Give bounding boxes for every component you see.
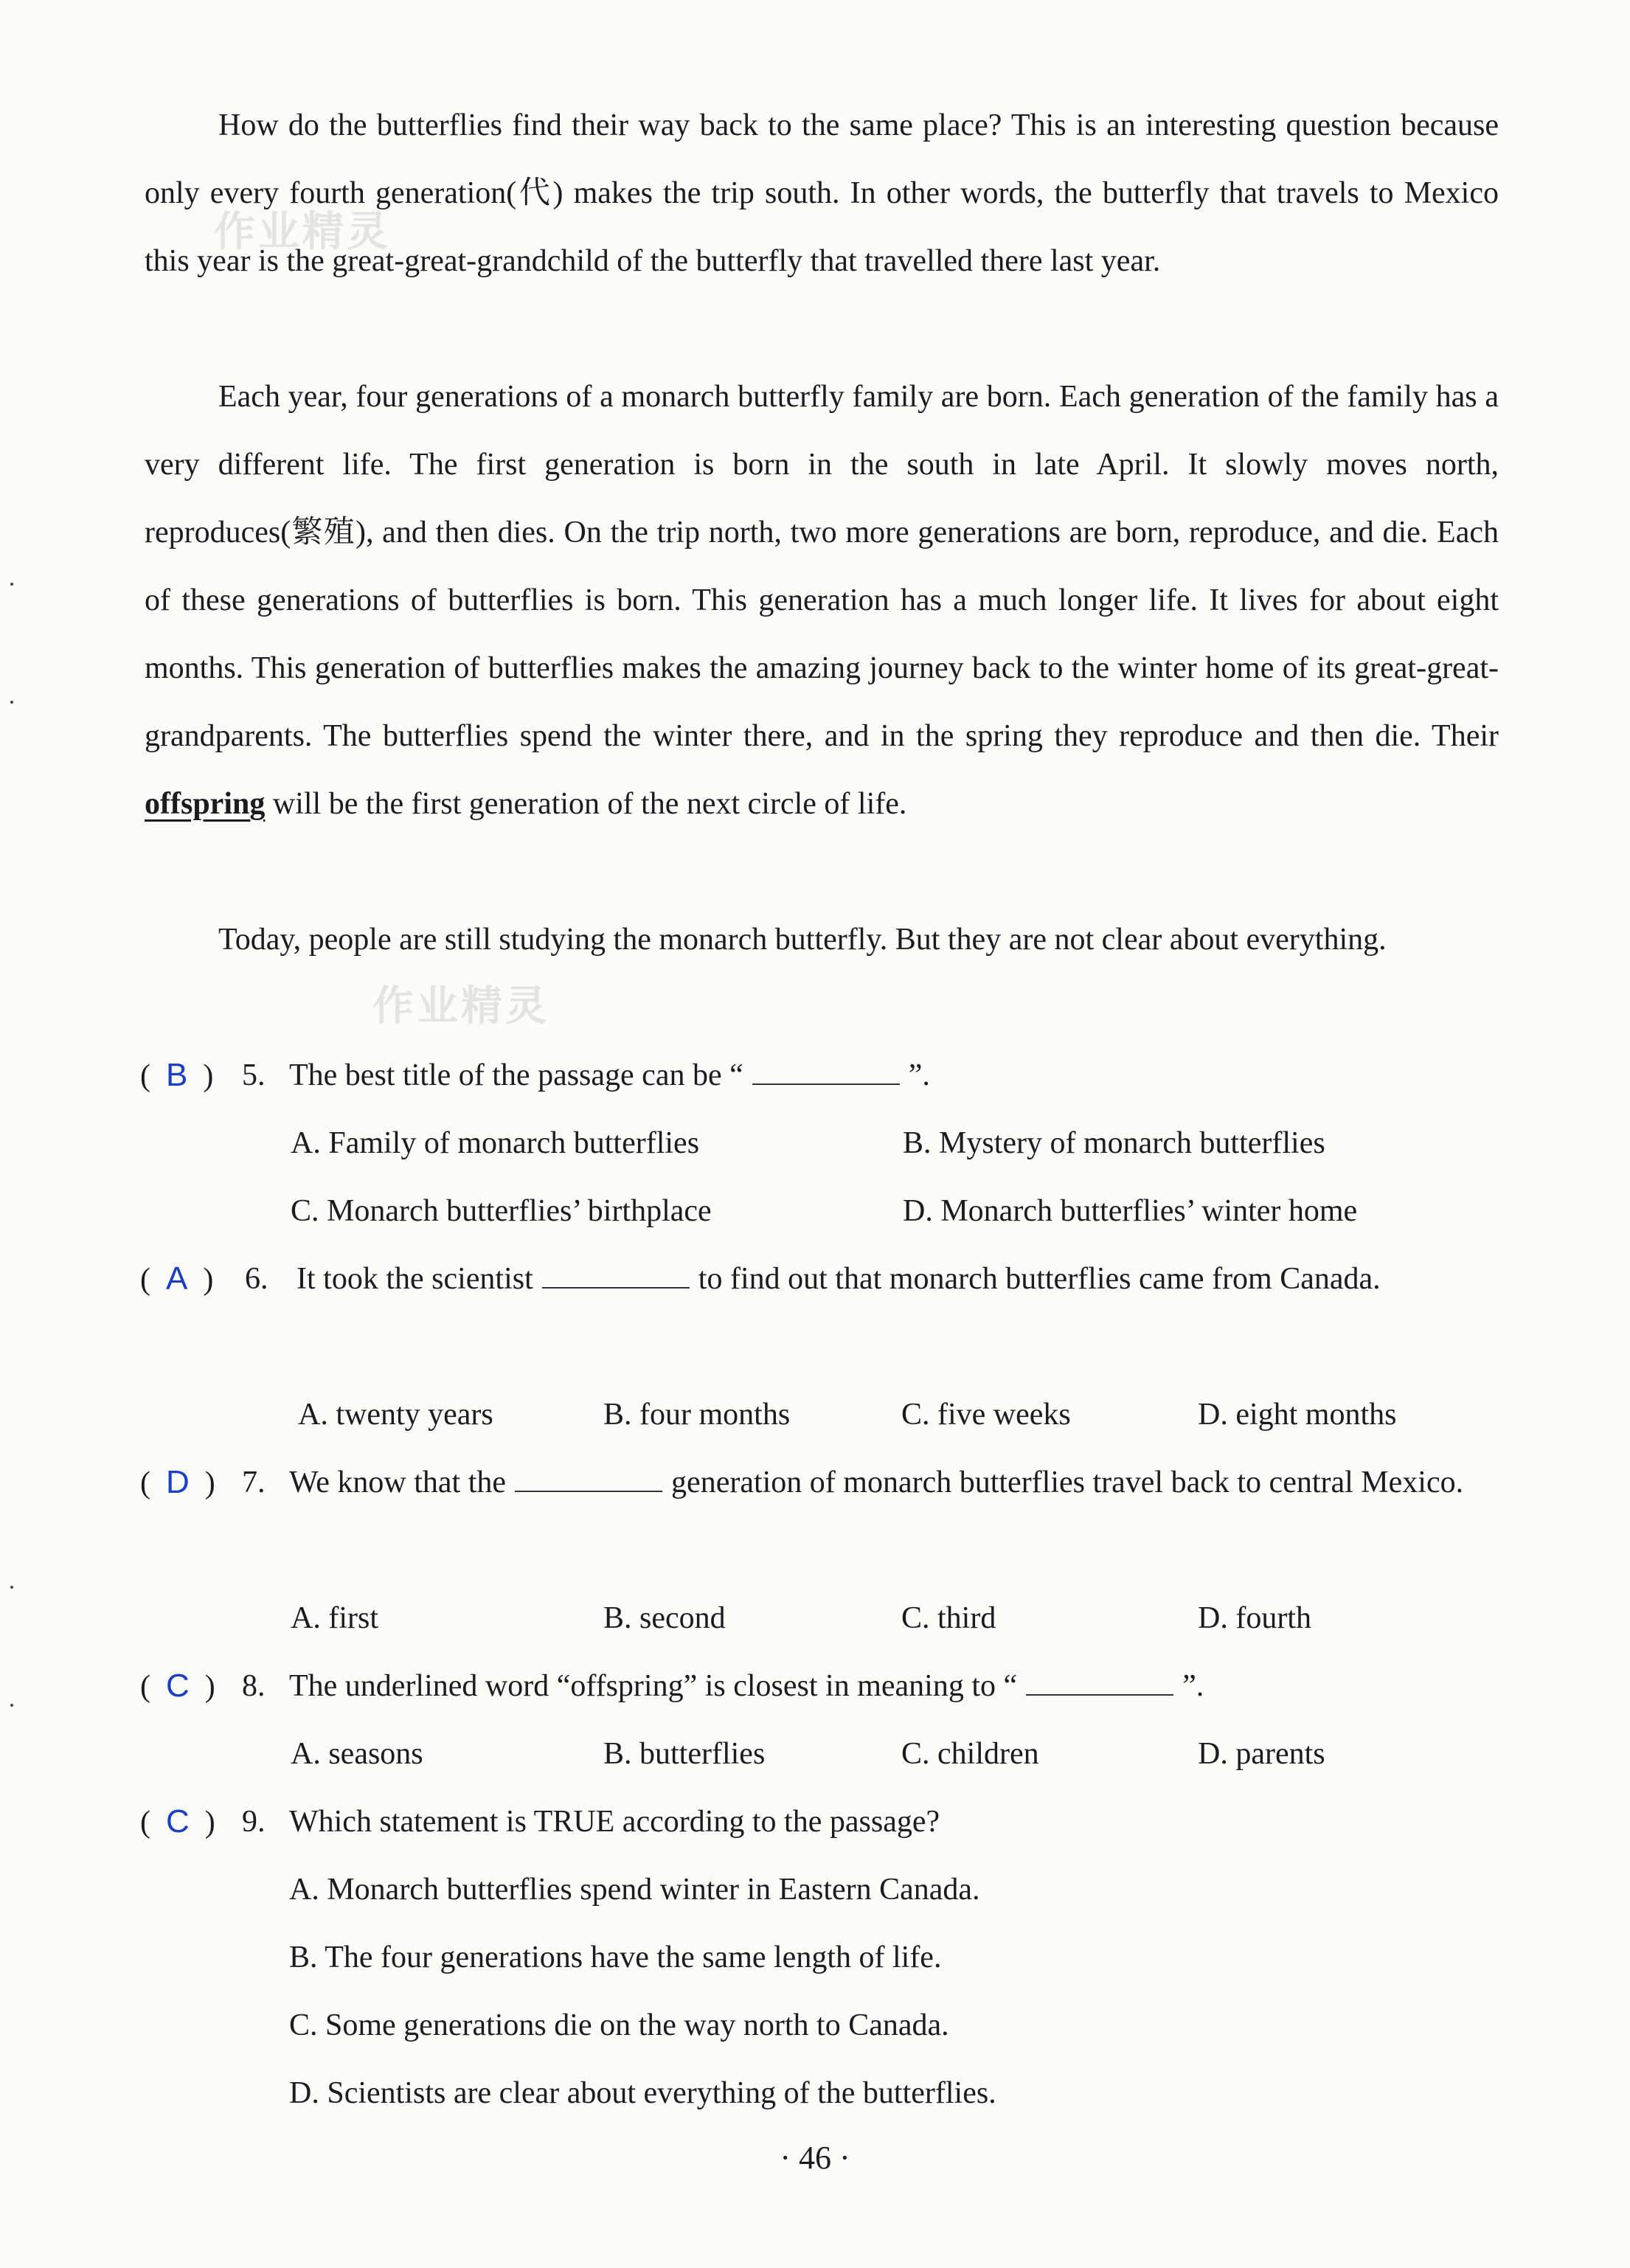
- stem-text-end: ”.: [908, 1058, 930, 1092]
- margin-speck: [10, 701, 13, 704]
- answer-value[interactable]: C: [166, 1668, 190, 1704]
- answer-value[interactable]: B: [166, 1057, 188, 1093]
- option-d[interactable]: D. Scientists are clear about everything of the butterflies.: [289, 2076, 996, 2110]
- answer-bracket: ( C ): [140, 1803, 215, 1839]
- question-number: 5.: [242, 1058, 266, 1092]
- option-a[interactable]: A. Monarch butterflies spend winter in Eastern Canada.: [289, 1873, 980, 1907]
- option-c[interactable]: C. children: [901, 1737, 1039, 1771]
- margin-speck: [10, 1704, 13, 1707]
- stem-text-end: to find out that monarch butterflies came from Canada.: [698, 1262, 1381, 1296]
- option-d[interactable]: D. fourth: [1198, 1601, 1311, 1635]
- paragraph-2-text: Each year, four generations of a monarch butterfly family are born. Each generation of the family has a very different life. The first generation is born in the south in late April. It slowly moves north, reproduces(繁殖), and then dies. On the trip north, two more generations are born, reproduce, and die. Each of these generations of butterflies is born. This generation has a much longer life. It lives for about eight months. This generation of butterflies makes the amazing journey back to the winter home of its great-great-grandparents. The butterflies spend the winter there, and in the spring they reproduce and then die. Their: [145, 380, 1499, 753]
- question-number: 7.: [242, 1466, 266, 1499]
- answer-bracket: ( B ): [140, 1057, 214, 1093]
- margin-speck: [10, 1586, 13, 1589]
- question-stem: [289, 1652, 1502, 1720]
- stem-text: We know that the: [289, 1466, 507, 1499]
- option-d[interactable]: D. parents: [1198, 1737, 1325, 1771]
- answer-blank[interactable]: [1026, 1669, 1173, 1696]
- answer-bracket: ( A ): [140, 1260, 214, 1297]
- stem-text: The best title of the passage can be “: [289, 1058, 743, 1092]
- question-number: 8.: [242, 1669, 266, 1703]
- paragraph-2: [145, 363, 1499, 838]
- answer-bracket: ( D ): [140, 1464, 215, 1500]
- option-d[interactable]: D. eight months: [1198, 1398, 1397, 1432]
- answer-blank[interactable]: [752, 1058, 900, 1085]
- margin-speck: [10, 583, 13, 586]
- stem-text-end: generation of monarch butterflies travel back to central Mexico.: [671, 1466, 1464, 1499]
- option-c[interactable]: C. Some generations die on the way north to Canada.: [289, 2008, 949, 2042]
- option-c[interactable]: C. third: [901, 1601, 996, 1635]
- answer-blank[interactable]: [542, 1262, 690, 1289]
- option-c[interactable]: C. Monarch butterflies’ birthplace: [291, 1194, 712, 1228]
- option-a[interactable]: A. Family of monarch butterflies: [291, 1126, 700, 1160]
- stem-text: It took the scientist: [296, 1262, 533, 1296]
- option-c[interactable]: C. five weeks: [901, 1398, 1071, 1432]
- question-stem: [289, 1041, 1502, 1109]
- answer-blank[interactable]: [515, 1466, 662, 1492]
- answer-value[interactable]: D: [166, 1464, 190, 1500]
- question-stem: [289, 1449, 1502, 1516]
- answer-value[interactable]: C: [166, 1803, 190, 1839]
- paragraph-2-text-end: will be the first generation of the next circle of life.: [265, 787, 907, 821]
- watermark: 作业精灵: [214, 208, 391, 256]
- paragraph-3: Today, people are still studying the monarch butterfly. But they are not clear about everything.: [218, 923, 1387, 957]
- question-stem: [296, 1245, 1499, 1313]
- paragraph-1: How do the butterflies find their way back to the same place? This is an interesting question because only every fourth generation(代) makes the trip south. In other words, the butterfly that travels to Mexico this year is the great-great-grandchild of the butterfly that travelled there last year.: [145, 108, 1499, 278]
- stem-text: Which statement is TRUE according to the passage?: [289, 1805, 940, 1839]
- option-a[interactable]: A. first: [291, 1601, 378, 1635]
- option-a[interactable]: A. twenty years: [298, 1398, 493, 1432]
- page-number: · 46 ·: [780, 2140, 850, 2176]
- option-a[interactable]: A. seasons: [291, 1737, 423, 1771]
- answer-value[interactable]: A: [166, 1260, 188, 1297]
- option-b[interactable]: B. butterflies: [603, 1737, 766, 1771]
- option-b[interactable]: B. second: [603, 1601, 726, 1635]
- option-b[interactable]: B. The four generations have the same length of life.: [289, 1941, 942, 1974]
- option-b[interactable]: B. Mystery of monarch butterflies: [903, 1126, 1325, 1160]
- question-number: 9.: [242, 1805, 266, 1839]
- stem-text-end: ”.: [1182, 1669, 1204, 1703]
- option-b[interactable]: B. four months: [603, 1398, 791, 1432]
- watermark: 作业精灵: [372, 982, 549, 1030]
- underlined-word: offspring: [145, 787, 266, 821]
- stem-text: The underlined word “offspring” is closest in meaning to “: [289, 1669, 1018, 1703]
- option-d[interactable]: D. Monarch butterflies’ winter home: [903, 1194, 1358, 1228]
- question-number: 6.: [245, 1262, 268, 1296]
- question-stem: [289, 1788, 1502, 1856]
- answer-bracket: ( C ): [140, 1668, 215, 1704]
